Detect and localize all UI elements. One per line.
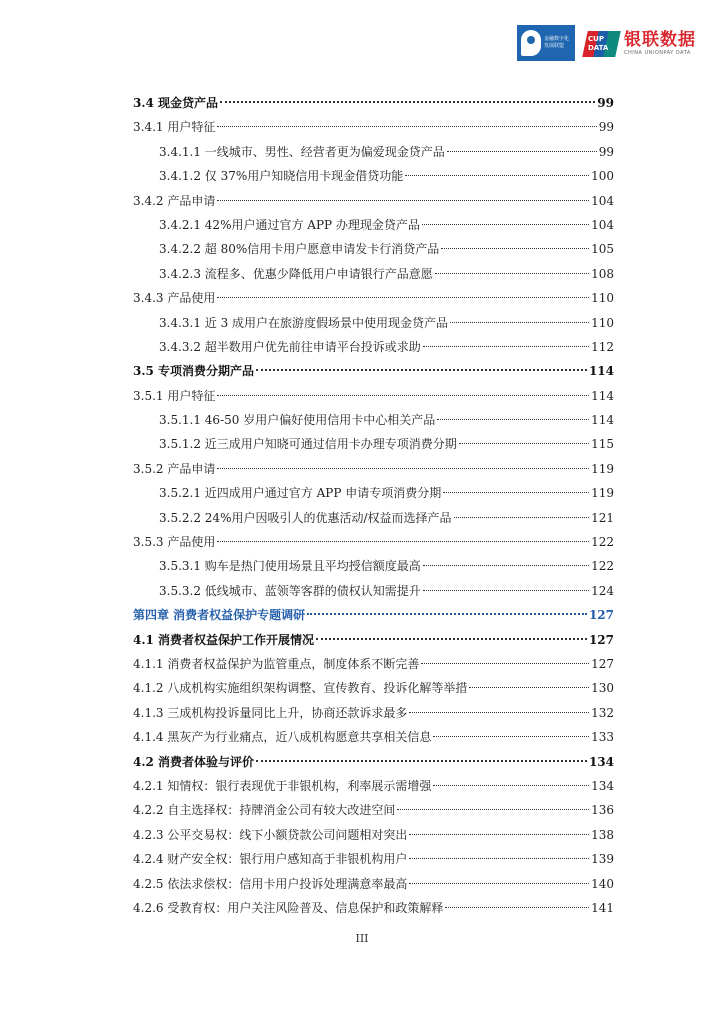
dot-leader <box>450 322 589 323</box>
toc-page: 104 <box>591 193 614 208</box>
toc-entry-4-1-1[interactable] <box>133 652 614 676</box>
toc-entry-3-4-1[interactable] <box>133 115 614 139</box>
dot-leader <box>256 760 587 762</box>
dot-leader <box>409 834 589 835</box>
toc-title: 3.5.2 产品申请 <box>133 461 216 476</box>
toc-entry-chapter-4[interactable] <box>133 603 614 627</box>
toc-entry-3-5-1[interactable] <box>133 384 614 408</box>
toc-page: 130 <box>591 681 614 696</box>
dot-leader <box>447 151 597 152</box>
toc-entry-3-5-1-2[interactable] <box>133 432 614 456</box>
page-header <box>517 18 696 68</box>
toc-title: 3.5.2.2 24%用户因吸引人的优惠活动/权益而选择产品 <box>159 510 452 525</box>
toc-entry-3-5-3-2[interactable] <box>133 579 614 603</box>
toc-page: 119 <box>591 461 614 476</box>
toc-entry-4-1-2[interactable] <box>133 676 614 700</box>
toc-entry-3-5-2-1[interactable] <box>133 481 614 505</box>
toc-entry-3-5-2-2[interactable] <box>133 506 614 530</box>
toc-entry-3-5[interactable] <box>133 359 614 383</box>
toc-page: 134 <box>588 754 614 769</box>
dot-leader <box>217 297 589 298</box>
cup-data-icon <box>585 27 619 59</box>
toc-page: 122 <box>591 535 614 550</box>
toc-page: 108 <box>591 266 614 281</box>
toc-page: 99 <box>597 96 614 110</box>
toc-entry-4-2-4[interactable] <box>133 847 614 871</box>
toc-title: 4.2.2 自主选择权：持牌消金公司有较大改进空间 <box>133 803 396 818</box>
toc-title: 3.5.1.1 46-50 岁用户偏好使用信用卡中心相关产品 <box>159 413 436 428</box>
toc-title: 4.1.4 黑灰产为行业痛点，近八成机构愿意共享相关信息 <box>133 730 432 745</box>
dot-leader <box>423 565 589 566</box>
dot-leader <box>435 273 589 274</box>
page-number: III <box>355 932 369 945</box>
alliance-logo-text-1: 金融数字化 <box>544 36 570 42</box>
toc-title: 3.5.1 用户特征 <box>133 388 216 403</box>
toc-title: 4.1.3 三成机构投诉量同比上升，协商还款诉求最多 <box>133 705 408 720</box>
toc-page: 134 <box>591 778 614 793</box>
dot-leader <box>409 858 589 859</box>
dot-leader <box>445 907 589 908</box>
toc-page: 122 <box>591 559 614 574</box>
toc-page: 110 <box>591 291 614 306</box>
toc-title: 3.5.3 产品使用 <box>133 535 216 550</box>
toc-page: 114 <box>591 413 614 428</box>
dot-leader <box>423 346 589 347</box>
toc-entry-3-4-3-1[interactable] <box>133 311 614 335</box>
dot-leader <box>217 395 589 396</box>
toc-entry-3-4-3[interactable] <box>133 286 614 310</box>
toc-title: 3.4.2 产品申请 <box>133 193 216 208</box>
toc-title: 3.4.1.2 仅 37%用户知晓信用卡现金借贷功能 <box>159 169 404 184</box>
dot-leader <box>422 224 589 225</box>
toc-title: 4.1.2 八成机构实施组织架构调整、宣传教育、投诉化解等举措 <box>133 681 468 696</box>
brand-name-en: CHINA UNIONPAY DATA <box>624 49 691 56</box>
toc-entry-3-5-1-1[interactable] <box>133 408 614 432</box>
toc-entry-4-2[interactable] <box>133 750 614 774</box>
toc-page: 112 <box>591 339 614 354</box>
toc-page: 127 <box>588 608 614 623</box>
dot-leader <box>459 443 589 444</box>
toc-page: 132 <box>591 705 614 720</box>
toc-title: 3.4.2.3 流程多、优惠少降低用户申请银行产品意愿 <box>159 266 433 281</box>
dot-leader <box>405 175 589 176</box>
toc-title: 3.4 现金贷产品 <box>133 96 219 110</box>
alliance-p-icon <box>521 30 541 56</box>
dot-leader <box>433 785 589 786</box>
dot-leader <box>469 687 589 688</box>
toc-title: 3.4.3 产品使用 <box>133 291 216 306</box>
dot-leader <box>217 126 596 127</box>
toc-page: 100 <box>591 169 614 184</box>
toc-page: 110 <box>591 315 614 330</box>
toc-title: 3.4.3.2 超半数用户优先前往申请平台投诉或求助 <box>159 339 421 354</box>
dot-leader <box>454 517 590 518</box>
toc-entry-3-4-2-3[interactable] <box>133 262 614 286</box>
toc-page: 105 <box>591 242 614 257</box>
toc-entry-4-2-2[interactable] <box>133 798 614 822</box>
dot-leader <box>423 590 589 591</box>
toc-entry-3-4[interactable] <box>133 91 614 115</box>
toc-entry-3-4-2-1[interactable] <box>133 213 614 237</box>
toc-title: 4.2.1 知情权：银行表现优于非银机构，利率展示需增强 <box>133 778 432 793</box>
toc-page: 136 <box>591 803 614 818</box>
dot-leader <box>316 638 587 640</box>
toc-page: 139 <box>591 852 614 867</box>
toc-title: 3.4.2.2 超 80%信用卡用户愿意申请发卡行消贷产品 <box>159 242 440 257</box>
toc-entry-4-1-4[interactable] <box>133 725 614 749</box>
toc-page: 99 <box>598 144 614 159</box>
toc-title: 第四章 消费者权益保护专题调研 <box>133 608 306 623</box>
toc-title: 4.2.5 依法求偿权：信用卡用户投诉处理满意率最高 <box>133 876 408 891</box>
toc-title: 3.5.3.2 低线城市、蓝领等客群的债权认知需提升 <box>159 583 421 598</box>
dot-leader <box>256 369 587 371</box>
toc-page: 114 <box>588 364 614 379</box>
toc-title: 4.2 消费者体验与评价 <box>133 754 255 769</box>
toc-entry-3-5-3-1[interactable] <box>133 554 614 578</box>
toc-page: 140 <box>591 876 614 891</box>
dot-leader <box>220 101 595 103</box>
toc-entry-3-4-1-1[interactable] <box>133 140 614 164</box>
toc-page: 99 <box>598 120 614 135</box>
toc-title: 4.1.1 消费者权益保护为监管重点，制度体系不断完善 <box>133 656 420 671</box>
dot-leader <box>443 492 589 493</box>
toc-page: 124 <box>591 583 614 598</box>
toc-title: 3.5 专项消费分期产品 <box>133 364 255 379</box>
toc-entry-4-2-3[interactable] <box>133 823 614 847</box>
toc-page: 119 <box>591 486 614 501</box>
toc-entry-4-2-6[interactable] <box>133 896 614 920</box>
toc-title: 3.4.1 用户特征 <box>133 120 216 135</box>
dot-leader <box>217 541 589 542</box>
toc-title: 3.4.1.1 一线城市、男性、经营者更为偏爱现金贷产品 <box>159 144 445 159</box>
toc-page: 114 <box>591 388 614 403</box>
toc-page: 141 <box>591 900 614 915</box>
toc-entry-3-5-3[interactable] <box>133 530 614 554</box>
dot-leader <box>421 663 589 664</box>
toc-entry-4-1-3[interactable] <box>133 701 614 725</box>
toc-entry-4-2-1[interactable] <box>133 774 614 798</box>
toc-title: 4.2.6 受教育权：用户关注风险普及、信息保护和政策解释 <box>133 900 444 915</box>
toc-title: 3.4.2.1 42%用户通过官方 APP 办理现金贷产品 <box>159 217 420 232</box>
toc-entry-3-4-1-2[interactable] <box>133 164 614 188</box>
toc-entry-3-4-2-2[interactable] <box>133 237 614 261</box>
toc-entry-4-1[interactable] <box>133 628 614 652</box>
toc-entry-4-2-5[interactable] <box>133 872 614 896</box>
dot-leader <box>433 736 589 737</box>
brand-name-cn: 银联数据 <box>624 29 696 50</box>
dot-leader <box>217 468 589 469</box>
toc-page: 138 <box>591 827 614 842</box>
dot-leader <box>397 809 589 810</box>
toc-page: 127 <box>588 632 614 647</box>
dot-leader <box>437 419 589 420</box>
toc-entry-3-4-2[interactable] <box>133 189 614 213</box>
toc-title: 4.2.4 财产安全权：银行用户感知高于非银机构用户 <box>133 852 408 867</box>
toc-title: 3.5.2.1 近四成用户通过官方 APP 申请专项消费分期 <box>159 486 442 501</box>
toc-page: 133 <box>591 730 614 745</box>
dot-leader <box>217 200 589 201</box>
toc-entry-3-4-3-2[interactable] <box>133 335 614 359</box>
dot-leader <box>409 712 589 713</box>
dot-leader <box>441 248 589 249</box>
toc-page: 121 <box>591 510 614 525</box>
toc-page: 104 <box>591 217 614 232</box>
toc-title: 4.1 消费者权益保护工作开展情况 <box>133 632 315 647</box>
toc-title: 3.5.1.2 近三成用户知晓可通过信用卡办理专项消费分期 <box>159 437 457 452</box>
toc-title: 3.5.3.1 购车是热门使用场景且平均授信额度最高 <box>159 559 421 574</box>
toc-page: 127 <box>591 656 614 671</box>
toc-title: 3.4.3.1 近 3 成用户在旅游度假场景中使用现金贷产品 <box>159 315 449 330</box>
dot-leader <box>307 613 587 615</box>
alliance-logo-text-2: 发展联盟 <box>544 43 565 49</box>
dot-leader <box>409 883 589 884</box>
cup-text: CUP <box>588 35 604 43</box>
toc-page: 115 <box>591 437 614 452</box>
table-of-contents <box>133 91 614 920</box>
toc-title: 4.2.3 公平交易权：线下小额贷款公司问题相对突出 <box>133 827 408 842</box>
unionpay-data-logo <box>585 27 696 59</box>
toc-entry-3-5-2[interactable] <box>133 457 614 481</box>
data-text: DATA <box>588 44 609 52</box>
alliance-logo <box>517 25 575 61</box>
